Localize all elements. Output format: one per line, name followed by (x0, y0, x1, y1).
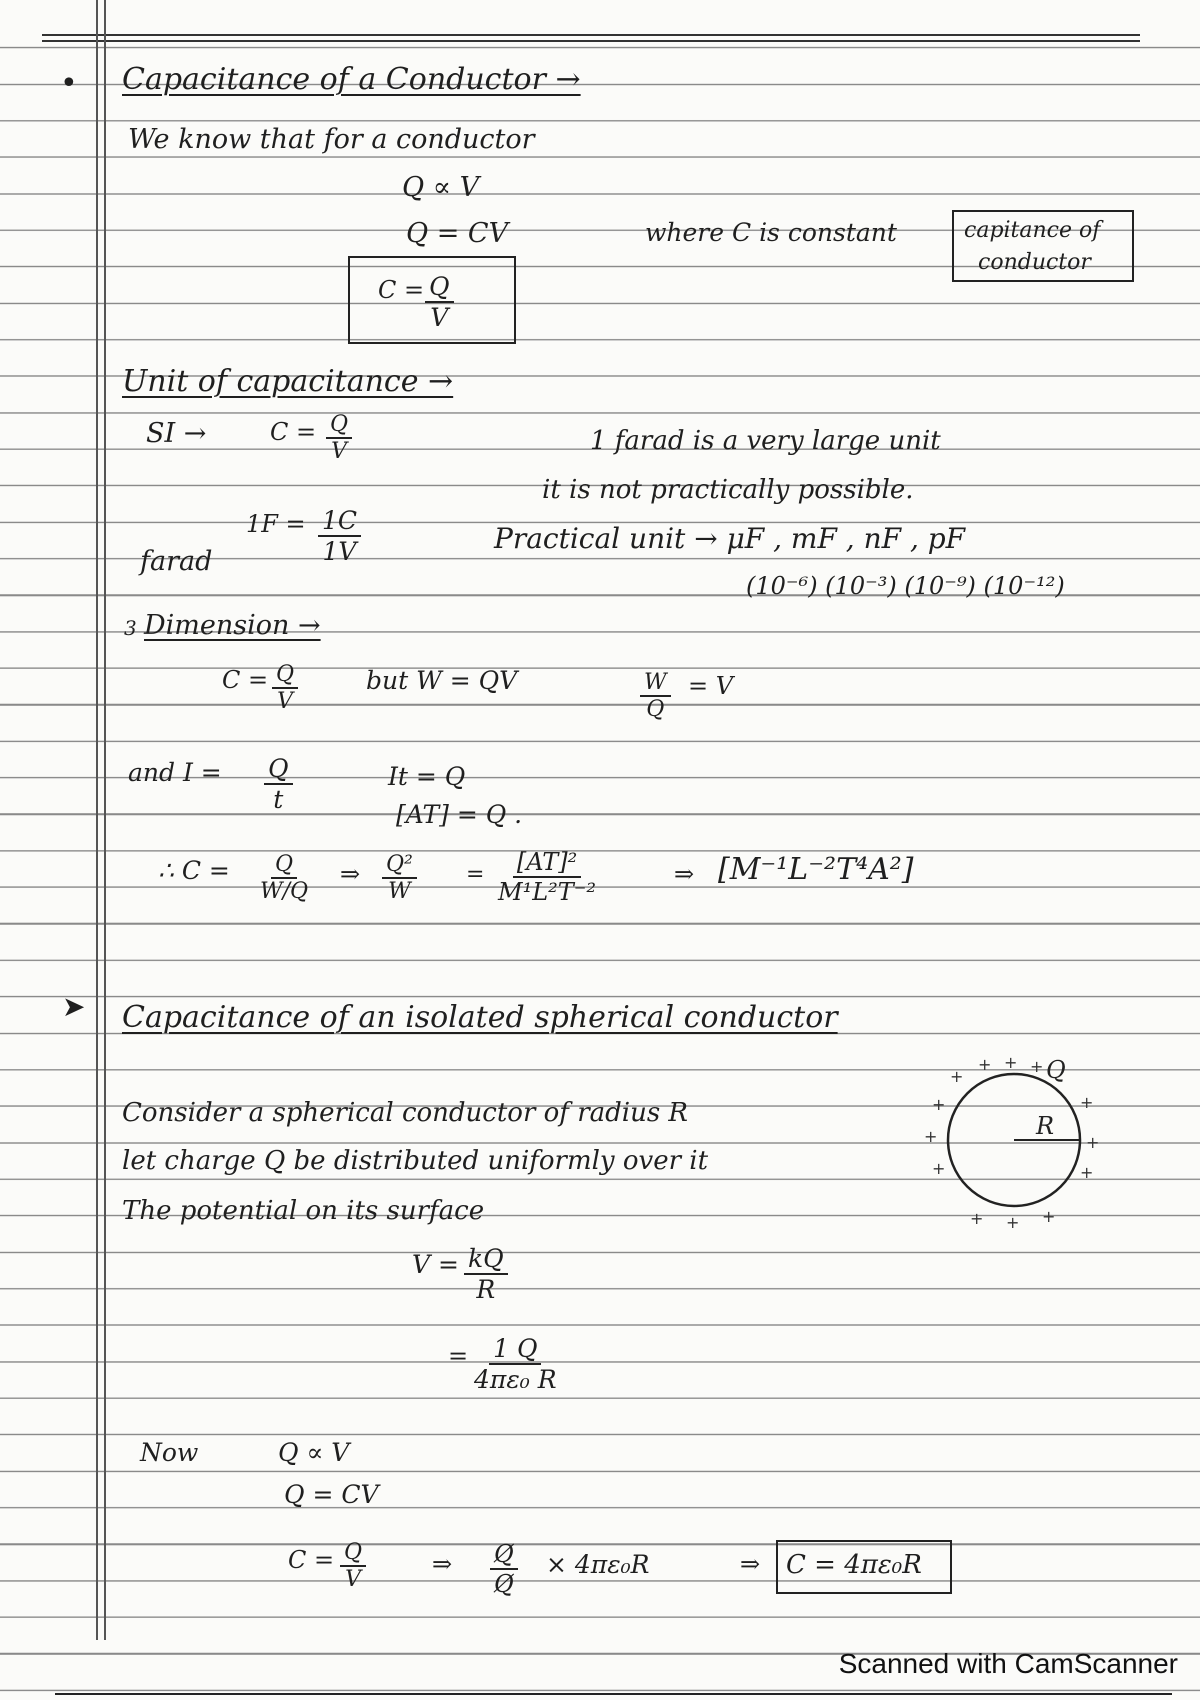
plus-sign: + (1042, 1207, 1056, 1226)
note-large-unit: 1 farad is a very large unit (590, 426, 941, 456)
plus-sign: + (1086, 1133, 1100, 1152)
final-c-num: Q (340, 1540, 366, 1567)
dim-result: [M⁻¹L⁻²T⁴A²] (718, 852, 914, 887)
dim-at2-den: M¹L²T⁻² (498, 878, 597, 906)
plus-sign: + (978, 1055, 992, 1074)
dim-wq-num: W (640, 670, 671, 697)
sphere-radius-label: R (1036, 1112, 1055, 1140)
dim-c-num: Q (272, 662, 298, 689)
note-line-1: capitance of (964, 218, 1101, 243)
dim-wq-rhs: = V (688, 672, 734, 700)
boxed-den: V (430, 303, 449, 332)
equation-q-cv: Q = CV (406, 218, 509, 249)
dim-it-q: It = Q (388, 762, 466, 791)
dim-at2-fraction (494, 848, 600, 906)
final-c-fraction (340, 1540, 366, 1592)
heading-unit-capacitance: Unit of capacitance → (122, 364, 454, 399)
dim-at2-num: [AT]² (513, 848, 581, 878)
v2-eq: = (448, 1342, 469, 1370)
final-c-den: V (345, 1567, 361, 1592)
plus-sign: + (1004, 1053, 1018, 1072)
margin-line (104, 0, 106, 1640)
scanner-footer: Scanned with CamScanner (838, 1648, 1178, 1679)
boxed-fraction (425, 272, 454, 332)
si-den: V (331, 439, 347, 464)
equation-proportional: Q ∝ V (402, 172, 480, 203)
farad-lhs: 1F = (246, 510, 306, 538)
plus-sign: + (924, 1127, 938, 1146)
final-result: C = 4πε₀R (786, 1550, 922, 1580)
practical-units: Practical unit → μF , mF , nF , pF (494, 522, 966, 555)
final-c-lhs: C = (288, 1546, 335, 1574)
dim-q2-den: W (388, 879, 411, 904)
sphere-diagram (880, 1052, 1100, 1232)
farad-num: 1C (318, 506, 361, 537)
v-lhs: V = (412, 1250, 459, 1279)
cancel-den: Q̸ (494, 1570, 514, 1598)
final-result-box (776, 1540, 952, 1594)
heading-dimension: Dimension → (144, 610, 321, 641)
dim-c-den: V (277, 689, 293, 714)
intro-text: We know that for a conductor (128, 124, 535, 155)
dim-and-i: and I = (128, 758, 222, 787)
margin-line (96, 0, 98, 1640)
farad-label: farad (140, 546, 213, 577)
dim-therefore: ∴ C = (158, 856, 230, 885)
sphere-line-3: The potential on its surface (122, 1196, 485, 1226)
plus-sign: + (932, 1159, 946, 1178)
plus-sign: + (1080, 1163, 1094, 1182)
dim-i-fraction (264, 754, 293, 814)
bullet: • (60, 66, 78, 101)
final-arrow-1: ⇒ (432, 1550, 453, 1578)
dim-eq2: = (466, 862, 485, 887)
heading-capacitance-conductor: Capacitance of a Conductor → (122, 62, 581, 97)
dim-c-lhs: C = (222, 666, 269, 694)
sphere-line-2: let charge Q be distributed uniformly over it (122, 1146, 709, 1176)
dim-i-num: Q (264, 754, 293, 785)
dim-arrow-2: ⇒ (674, 860, 695, 888)
dim-wq-den: Q (646, 697, 665, 722)
heading-isolated-sphere: Capacitance of an isolated spherical conductor (122, 1000, 838, 1035)
now-q-cv: Q = CV (284, 1480, 379, 1509)
plus-sign: + (1080, 1093, 1094, 1112)
dim-th-den: W/Q (260, 879, 309, 904)
v2-den: 4πε₀ R (474, 1365, 557, 1394)
dimension-mark: 3 (124, 616, 137, 640)
v-den: R (476, 1275, 496, 1304)
section-marker: ➤ (62, 990, 86, 1023)
dim-q2-num: Q² (382, 852, 417, 879)
header-rule (42, 34, 1140, 36)
dim-wq-fraction (640, 670, 671, 722)
si-lhs: C = (270, 418, 317, 446)
now-label: Now (140, 1438, 199, 1467)
dim-arrow-1: ⇒ (340, 860, 361, 888)
times-term: × 4πε₀R (546, 1550, 650, 1579)
si-label: SI → (146, 418, 207, 449)
cancel-num: Q̸ (490, 1540, 518, 1570)
note-not-practical: it is not practically possible. (542, 475, 914, 505)
v-num: kQ (464, 1244, 508, 1275)
final-arrow-2: ⇒ (740, 1550, 761, 1578)
dim-q2-fraction (382, 852, 417, 904)
plus-sign: + (932, 1095, 946, 1114)
now-proportional: Q ∝ V (278, 1438, 350, 1467)
note-line-2: conductor (978, 250, 1091, 275)
where-text: where C is constant (645, 218, 897, 247)
dim-th-fraction (256, 852, 312, 904)
cancel-fraction (490, 1540, 518, 1598)
farad-fraction (318, 506, 361, 566)
boxed-lhs: C = (378, 276, 425, 304)
dim-atq: [AT] = Q . (396, 800, 523, 829)
v2-num: 1 Q (489, 1334, 541, 1365)
plus-sign: + (950, 1067, 964, 1086)
dim-c-fraction (272, 662, 298, 714)
plus-sign: + (1006, 1213, 1020, 1232)
v2-fraction (470, 1334, 561, 1394)
boxed-num: Q (425, 272, 454, 303)
header-rule (42, 40, 1140, 42)
sphere-line-1: Consider a spherical conductor of radius R (122, 1098, 689, 1128)
footer-rule (55, 1693, 1172, 1695)
note-box (952, 210, 1134, 282)
dim-but-w: but W = QV (366, 666, 518, 695)
plus-sign: + (1030, 1057, 1044, 1076)
unit-powers: (10⁻⁶) (10⁻³) (10⁻⁹) (10⁻¹²) (746, 572, 1065, 600)
si-num: Q (326, 412, 352, 439)
farad-den: 1V (322, 537, 357, 566)
si-fraction (326, 412, 352, 464)
dim-i-den: t (273, 785, 284, 814)
plus-sign: + (970, 1209, 984, 1228)
v-fraction (464, 1244, 508, 1304)
sphere-charge-label: Q (1046, 1056, 1066, 1084)
dim-th-num: Q (271, 852, 297, 879)
